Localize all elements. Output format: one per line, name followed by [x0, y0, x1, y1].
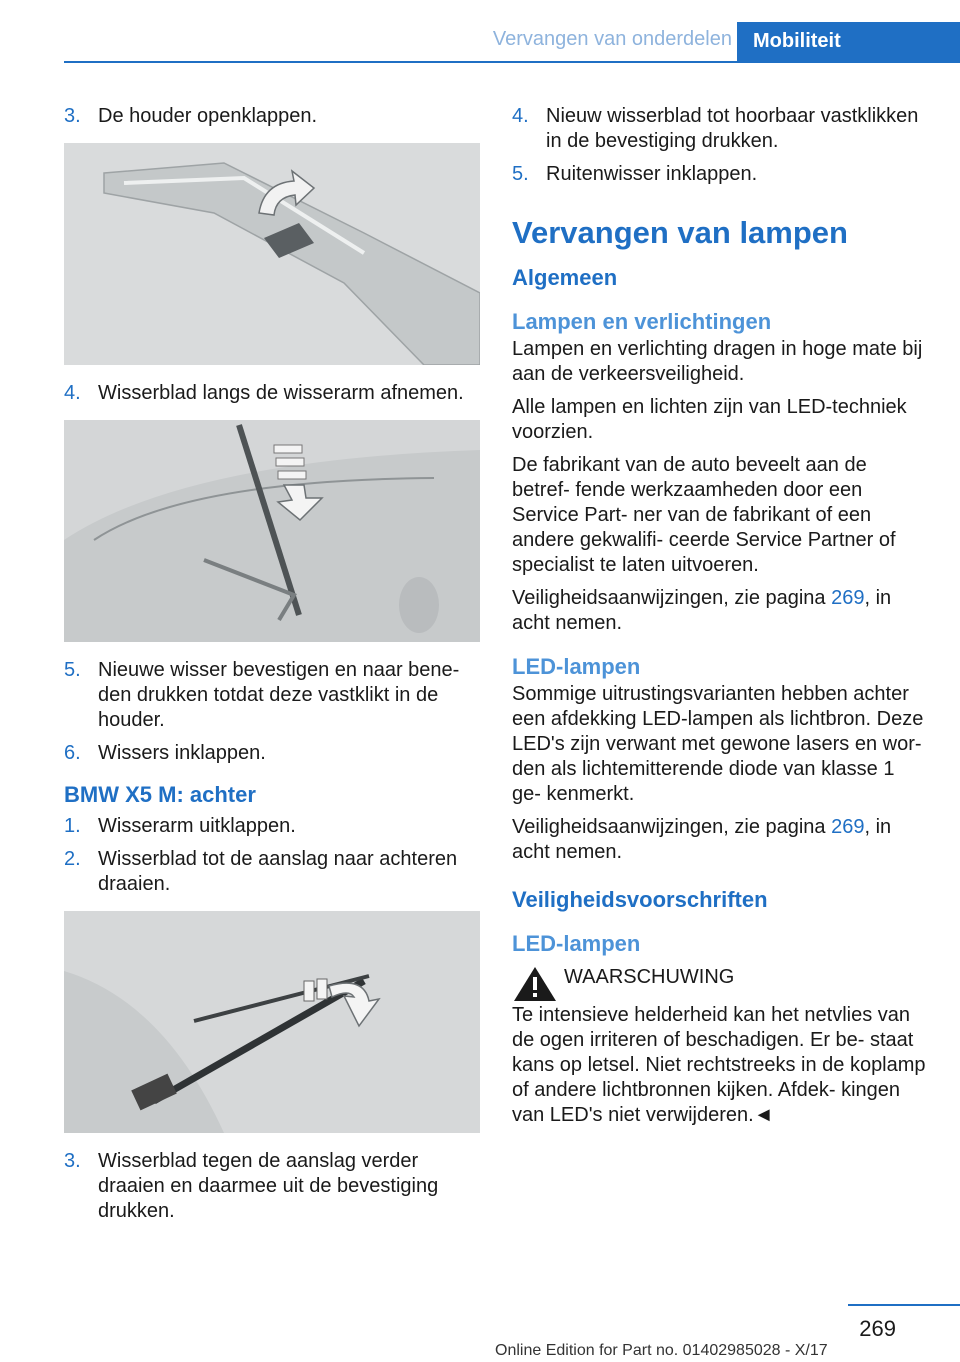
footer-edition: Online Edition for Part no. 01402985028 - X/17 — [495, 1342, 828, 1359]
wiper-blade-remove-illustration — [64, 420, 480, 642]
paragraph-safety-ref — [512, 815, 928, 865]
left-column — [64, 104, 480, 1232]
right-column — [512, 104, 928, 1128]
step-item — [64, 741, 480, 766]
step-number: 4. — [512, 105, 529, 127]
section-safety: Veiligheidsvoorschriften — [512, 887, 768, 912]
step-item — [64, 847, 480, 897]
step-item — [64, 1149, 480, 1224]
step-item — [512, 162, 928, 187]
header-tab: Mobiliteit — [737, 22, 960, 62]
subheading-lamps-lighting: Lampen en verlichtingen — [512, 309, 772, 334]
subsection-general: Algemeen — [512, 265, 618, 290]
step-text: Nieuwe wisser bevestigen en naar bene- den drukken totdat deze vastklikt in de houder. — [98, 659, 460, 731]
step-number: 3. — [64, 1150, 81, 1172]
step-number: 3. — [64, 105, 81, 127]
warning-text: Te intensieve helderheid kan het netvlies van de ogen irriteren of beschadigen. Er be- staat kans op letsel. Niet rechtstreeks in de koplamp of andere lichtbronnen kijken. Afdek- kingen van LED's niet verwijderen.◄ — [512, 1004, 926, 1126]
section-heading-rear: BMW X5 M: achter — [64, 782, 256, 807]
step-text: Wissers inklappen. — [98, 742, 266, 764]
step-number: 4. — [64, 382, 81, 404]
text: Veiligheidsaanwijzingen, zie pagina — [512, 587, 832, 609]
step-list — [64, 381, 480, 406]
paragraph: Alle lampen en lichten zijn van LED-techniek voorzien. — [512, 396, 907, 443]
warning-box — [512, 965, 928, 1003]
subheading-led-safety: LED-lampen — [512, 931, 641, 956]
footer-line — [848, 1304, 960, 1306]
figure-rear-wiper — [64, 911, 480, 1133]
warning-title: WAARSCHUWING — [564, 966, 735, 988]
step-number: 5. — [64, 659, 81, 681]
step-item — [64, 104, 480, 129]
step-text: Ruitenwisser inklappen. — [546, 163, 758, 185]
step-text: Wisserblad langs de wisserarm afnemen. — [98, 382, 464, 404]
step-number: 2. — [64, 848, 81, 870]
text: , in acht nemen. — [512, 587, 892, 634]
section-title-lamps: Vervangen van lampen — [512, 215, 848, 250]
wiper-holder-illustration — [64, 143, 480, 365]
page-link[interactable]: 269 — [831, 816, 865, 838]
step-item — [512, 104, 928, 154]
step-number: 1. — [64, 815, 81, 837]
paragraph-safety-ref — [512, 586, 928, 636]
step-item — [64, 814, 480, 839]
figure-wiper-holder — [64, 143, 480, 365]
step-text: Wisserblad tot de aanslag naar achteren draaien. — [98, 848, 458, 895]
subheading-led: LED-lampen — [512, 654, 641, 679]
page-link[interactable]: 269 — [831, 587, 865, 609]
paragraph: De fabrikant van de auto beveelt aan de betref- fende werkzaamheden door een Service Part- ner van de fabrikant of een andere gekwalifi- ceerde Service Partner of specialist te laten uitvoeren. — [512, 454, 896, 576]
step-item — [64, 381, 480, 406]
warning-triangle-icon — [512, 965, 558, 1003]
text: Veiligheidsaanwijzingen, zie pagina — [512, 816, 832, 838]
figure-wiper-blade-remove — [64, 420, 480, 642]
step-list — [512, 104, 928, 187]
paragraph: Lampen en verlichting dragen in hoge mate bij aan de verkeersveiligheid. — [512, 338, 923, 385]
text: , in acht nemen. — [512, 816, 892, 863]
step-text: Wisserblad tegen de aanslag verder draaien en daarmee uit de bevestiging drukken. — [98, 1150, 439, 1222]
step-number: 6. — [64, 742, 81, 764]
page-number: 269 — [859, 1316, 896, 1341]
step-list — [64, 814, 480, 897]
step-list — [64, 104, 480, 129]
step-list — [64, 658, 480, 766]
paragraph: Sommige uitrustingsvarianten hebben achter een afdekking LED-lampen als lichtbron. Deze LED's zijn verwant met gewone lasers en wor- den als lichtemitterende diode van klasse 1 ge- kenmerkt. — [512, 683, 924, 805]
step-text: Wisserarm uitklappen. — [98, 815, 296, 837]
step-list — [64, 1149, 480, 1224]
rear-wiper-illustration — [64, 911, 480, 1133]
step-item — [64, 658, 480, 733]
step-text: Nieuw wisserblad tot hoorbaar vastklikken in de bevestiging drukken. — [546, 105, 919, 152]
header-section-title: Vervangen van onderdelen — [492, 28, 732, 50]
step-text: De houder openklappen. — [98, 105, 318, 127]
step-number: 5. — [512, 163, 529, 185]
